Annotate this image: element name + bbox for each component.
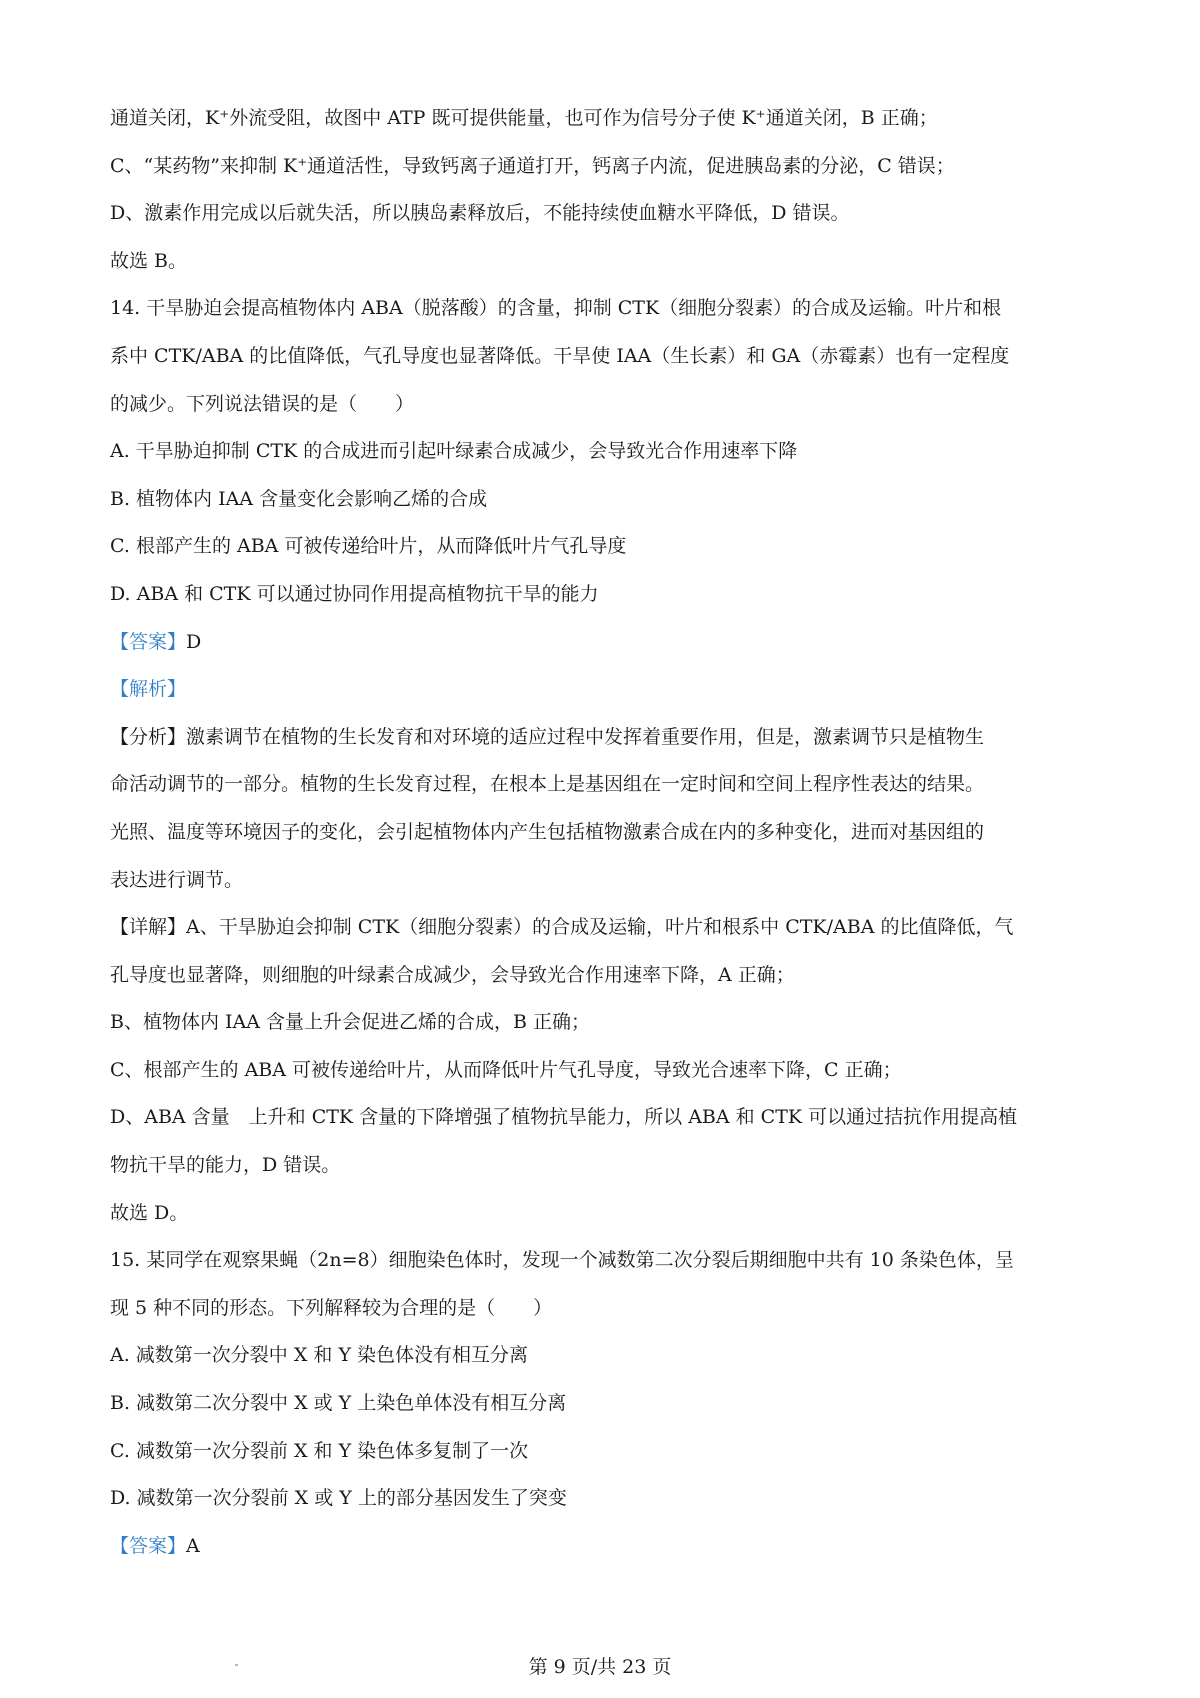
page-content xyxy=(110,95,1100,1570)
analysis-text: 激素调节在植物的生长发育和对环境的适应过程中发挥着重要作用，但是，激素调节只是植物生 xyxy=(186,725,985,748)
analysis-paragraph: 表达进行调节。 xyxy=(110,868,244,891)
detail-paragraph: 孔导度也显著降，则细胞的叶绿素合成减少，会导致光合作用速率下降，A 正确； xyxy=(110,963,795,986)
question-15-option-d: D. 减数第一次分裂前 X 或 Y 上的部分基因发生了突变 xyxy=(110,1487,567,1510)
fenxi-tag: 【分析】 xyxy=(110,725,187,748)
detail-paragraph: 物抗干旱的能力，D 错误。 xyxy=(110,1154,341,1177)
question-14-option-d: D. ABA 和 CTK 可以通过协同作用提高植物抗干旱的能力 xyxy=(110,582,599,605)
question-14-stem: 系中 CTK/ABA 的比值降低，气孔导度也显著降低。干旱使 IAA（生长素）和 GA（赤霉素）也有一定程度 xyxy=(110,344,1010,367)
answer-value: D xyxy=(186,630,202,653)
question-14-choice: 故选 D。 xyxy=(110,1201,189,1224)
question-15-option-c: C. 减数第一次分裂前 X 和 Y 染色体多复制了一次 xyxy=(110,1439,529,1462)
analysis-paragraph: 光照、温度等环境因子的变化，会引起植物体内产生包括植物激素合成在内的多种变化，进而对基因组的 xyxy=(110,820,985,843)
answer-tag: 【答案】 xyxy=(110,630,187,653)
question-15-stem: 15. 某同学在观察果蝇（2n=8）细胞染色体时，发现一个减数第二次分裂后期细胞中共有 10 条染色体，呈 xyxy=(110,1249,1014,1272)
question-15-stem: 现 5 种不同的形态。下列解释较为合理的是（ ） xyxy=(110,1296,553,1319)
detail-paragraph: C、根部产生的 ABA 可被传递给叶片，从而降低叶片气孔导度，导致光合速率下降，C 正确； xyxy=(110,1058,902,1081)
text-line: 通道关闭，K⁺外流受阻，故图中 ATP 既可提供能量，也可作为信号分子使 K⁺通道关闭，B 正确； xyxy=(110,107,938,129)
question-14-analysis-heading xyxy=(110,666,1100,714)
question-14-option-c: C. 根部产生的 ABA 可被传递给叶片，从而降低叶片气孔导度 xyxy=(110,535,627,558)
question-15-answer xyxy=(110,1523,1100,1571)
answer-tag: 【答案】 xyxy=(110,1534,187,1557)
question-14-answer xyxy=(110,619,1100,667)
question-15-option-b: B. 减数第二次分裂中 X 或 Y 上染色单体没有相互分离 xyxy=(110,1392,567,1415)
text-line: 故选 B。 xyxy=(110,249,188,272)
question-14-stem: 14. 干旱胁迫会提高植物体内 ABA（脱落酸）的含量，抑制 CTK（细胞分裂素）的合成及运输。叶片和根 xyxy=(110,297,1002,320)
text-line: D、激素作用完成以后就失活，所以胰岛素释放后，不能持续使血糖水平降低，D 错误。 xyxy=(110,202,850,225)
analysis-paragraph xyxy=(110,714,1100,762)
question-14-option-b: B. 植物体内 IAA 含量变化会影响乙烯的合成 xyxy=(110,487,488,510)
detail-paragraph: D、ABA 含量 上升和 CTK 含量的下降增强了植物抗旱能力，所以 ABA 和 CTK 可以通过拮抗作用提高植 xyxy=(110,1106,1018,1129)
analysis-tag: 【解析】 xyxy=(110,678,187,701)
answer-value: A xyxy=(186,1534,200,1557)
question-14-stem: 的减少。下列说法错误的是（ ） xyxy=(110,392,415,415)
detail-paragraph: B、植物体内 IAA 含量上升会促进乙烯的合成，B 正确； xyxy=(110,1011,590,1034)
text-line: C、“某药物”来抑制 K⁺通道活性，导致钙离子通道打开，钙离子内流，促进胰岛素的分泌，C 错误； xyxy=(110,154,955,177)
page-number: 第 9 页/共 23 页 xyxy=(528,1656,672,1678)
xiangjie-tag: 【详解】 xyxy=(110,916,187,939)
analysis-paragraph: 命活动调节的一部分。植物的生长发育过程，在根本上是基因组在一定时间和空间上程序性表达的结果。 xyxy=(110,773,985,796)
detail-text: A、干旱胁迫会抑制 CTK（细胞分裂素）的合成及运输，叶片和根系中 CTK/ABA 的比值降低，气 xyxy=(186,916,1014,939)
question-14-option-a: A. 干旱胁迫抑制 CTK 的合成进而引起叶绿素合成减少，会导致光合作用速率下降 xyxy=(110,440,798,463)
question-15-option-a: A. 减数第一次分裂中 X 和 Y 染色体没有相互分离 xyxy=(110,1344,529,1367)
detail-paragraph xyxy=(110,904,1100,952)
